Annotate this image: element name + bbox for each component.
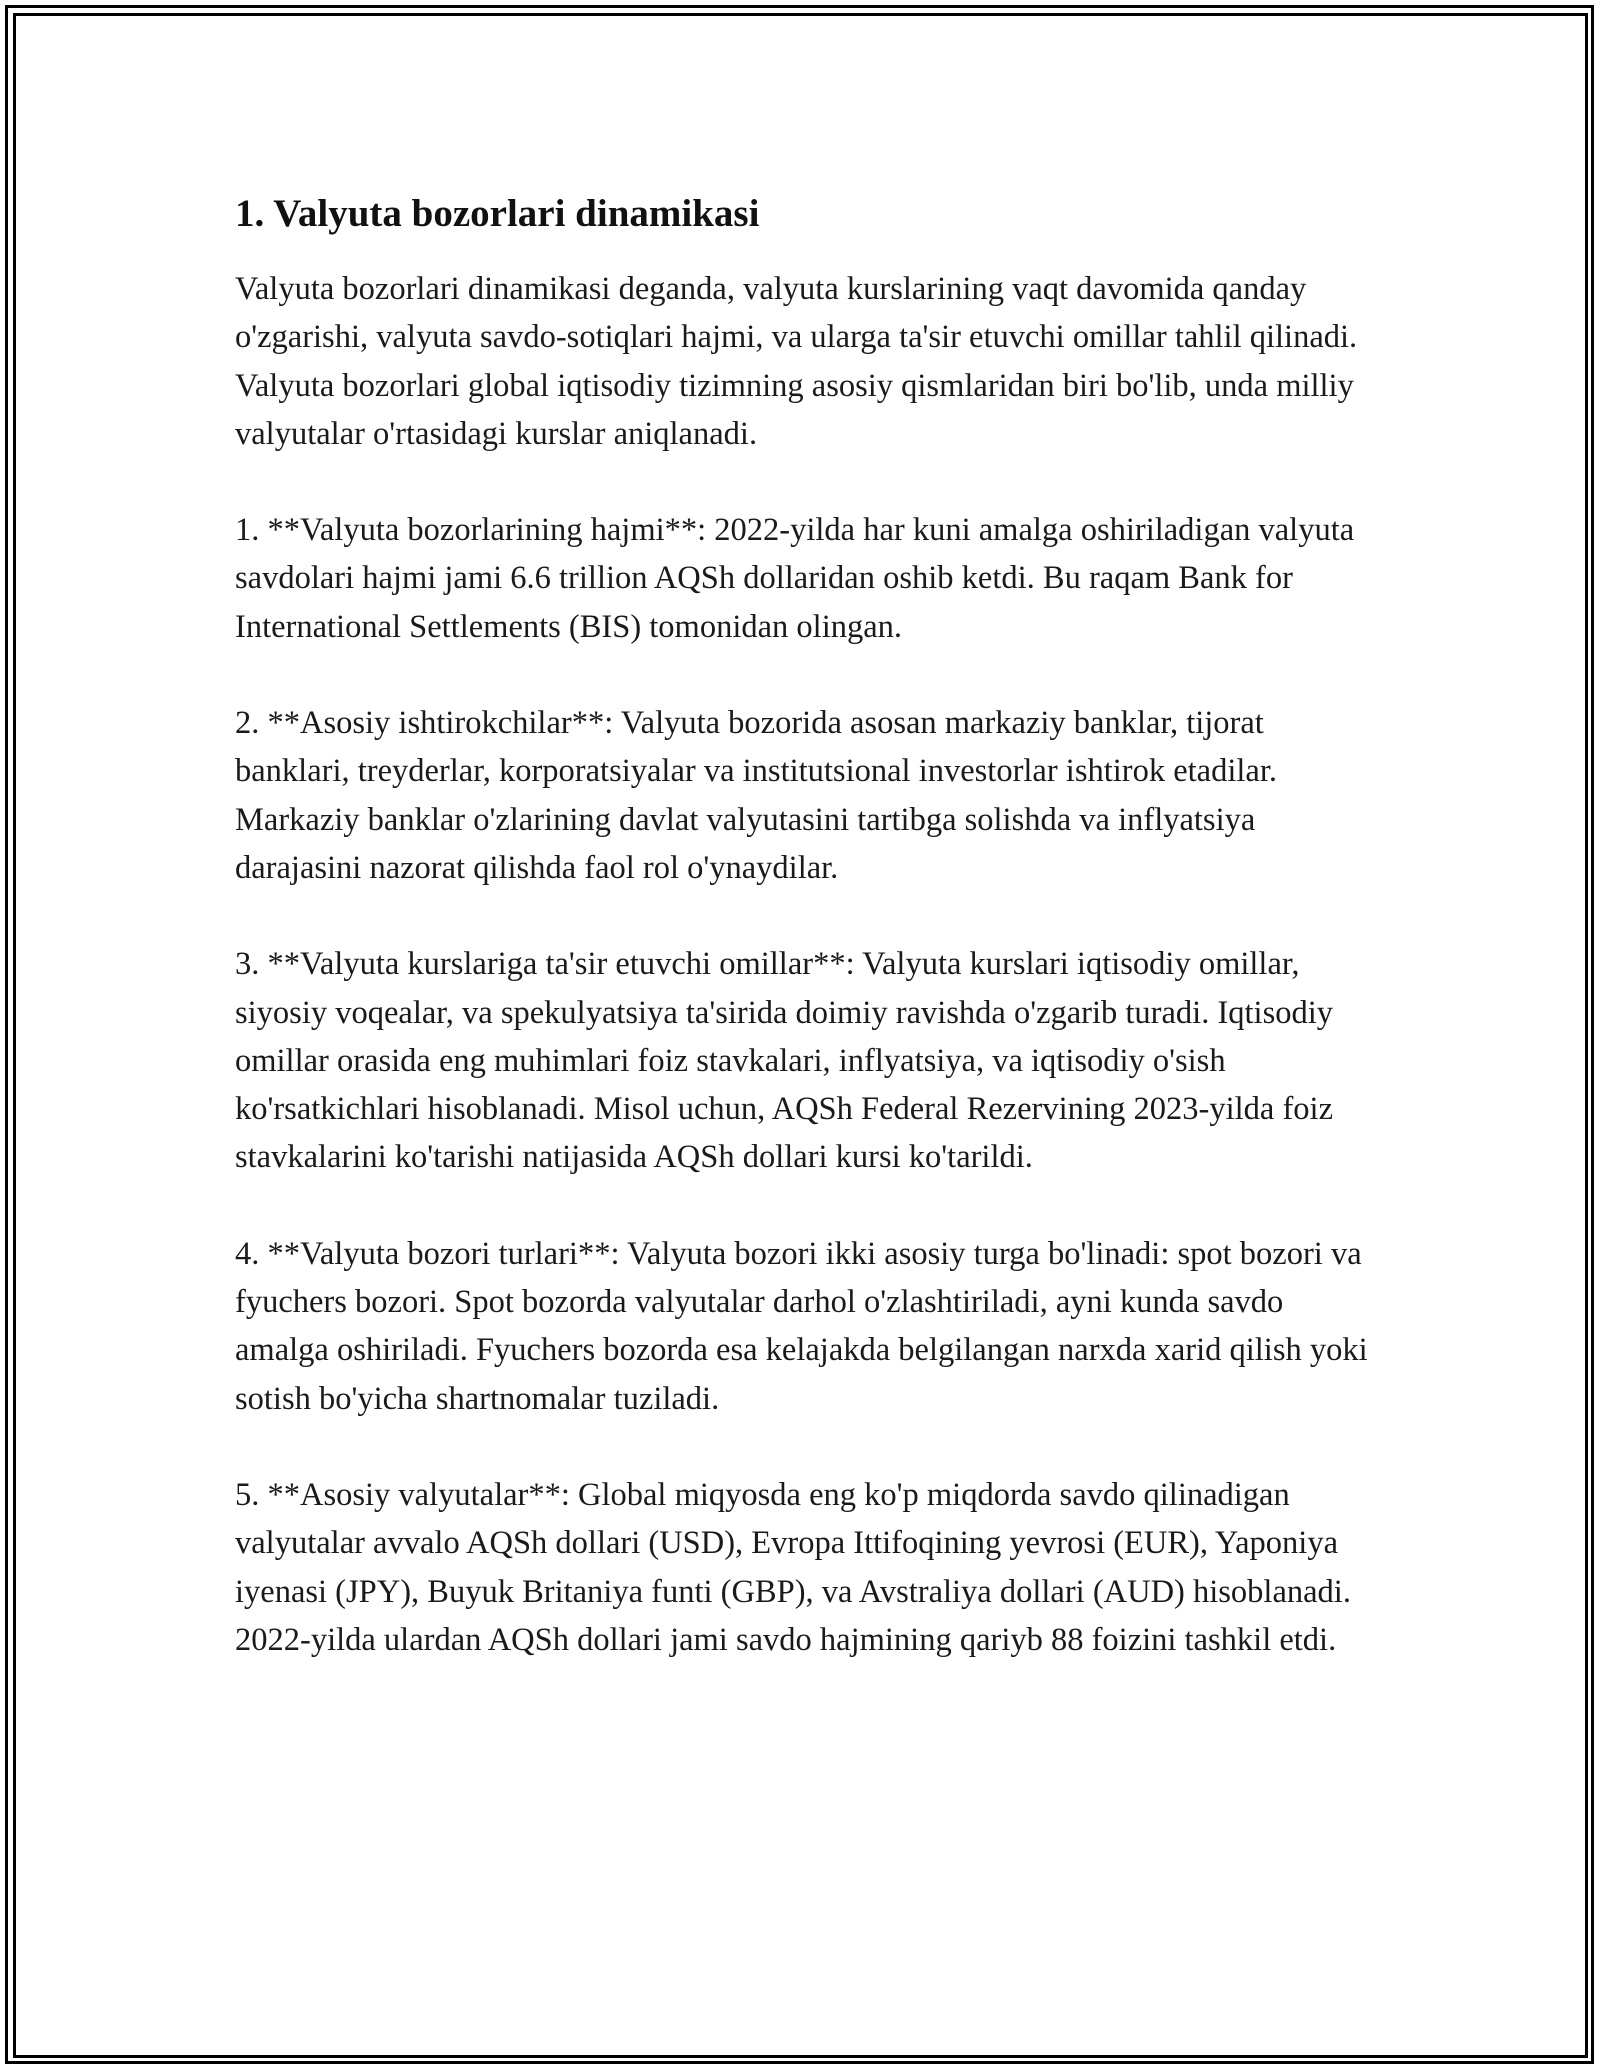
list-item-market-types: 4. **Valyuta bozori turlari**: Valyuta bozori ikki asosiy turga bo'linadi: spot bozori va fyuchers bozori. Spot bozorda valyutalar darhol o'zlashtiriladi, ayni kunda savdo amalga oshiriladi. Fyuchers bozorda esa kelajakda belgilangan narxda xarid qilish yoki sotish bo'yicha shartnomalar tuziladi. (235, 1235, 1368, 1417)
list-item-rate-factors: 3. **Valyuta kurslariga ta'sir etuvchi omillar**: Valyuta kurslari iqtisodiy omillar, siyosiy voqealar, va spekulyatsiya ta'sirida doimiy ravishda o'zgarib turadi. Iqtisodiy omillar orasida eng muhimlari foiz stavkalari, inflyatsiya, va iqtisodiy o'sish ko'rsatkichlari hisoblanadi. Misol uchun, AQSh Federal Rezervining 2023-yilda foiz stavkalarini ko'tarishi natijasida AQSh dollari kursi ko'tarildi. (235, 946, 1334, 1176)
list-item-main-participants: 2. **Asosiy ishtirokchilar**: Valyuta bozorida asosan markaziy banklar, tijorat banklari, treyderlar, korporatsiyalar va institutsional investorlar ishtirok etadilar. Markaziy banklar o'zlarining davlat valyutasini tartibga solishda va inflyatsiya darajasini nazorat qilishda faol rol o'ynaydilar. (235, 705, 1277, 886)
document-body (235, 186, 1375, 1712)
list-item-market-volume: 1. **Valyuta bozorlarining hajmi**: 2022-yilda har kuni amalga oshiriladigan valyuta savdolari hajmi jami 6.6 trillion AQSh dollaridan oshib ketdi. Bu raqam Bank for International Settlements (BIS) tomonidan olingan. (235, 512, 1355, 645)
section-heading: 1. Valyuta bozorlari dinamikasi (235, 192, 760, 235)
intro-paragraph: Valyuta bozorlari dinamikasi deganda, valyuta kurslarining vaqt davomida qanday o'zgarishi, valyuta savdo-sotiqlari hajmi, va ularga ta'sir etuvchi omillar tahlil qilinadi. Valyuta bozorlari global iqtisodiy tizimning asosiy qismlaridan biri bo'lib, unda milliy valyutalar o'rtasidagi kurslar aniqlanadi. (235, 271, 1358, 452)
list-item-major-currencies: 5. **Asosiy valyutalar**: Global miqyosda eng ko'p miqdorda savdo qilinadigan valyutalar avvalo AQSh dollari (USD), Evropa Ittifoqining yevrosi (EUR), Yaponiya iyenasi (JPY), Buyuk Britaniya funti (GBP), va Avstraliya dollari (AUD) hisoblanadi. 2022-yilda ulardan AQSh dollari jami savdo hajmining qariyb 88 foizini tashkil etdi. (235, 1476, 1351, 1658)
